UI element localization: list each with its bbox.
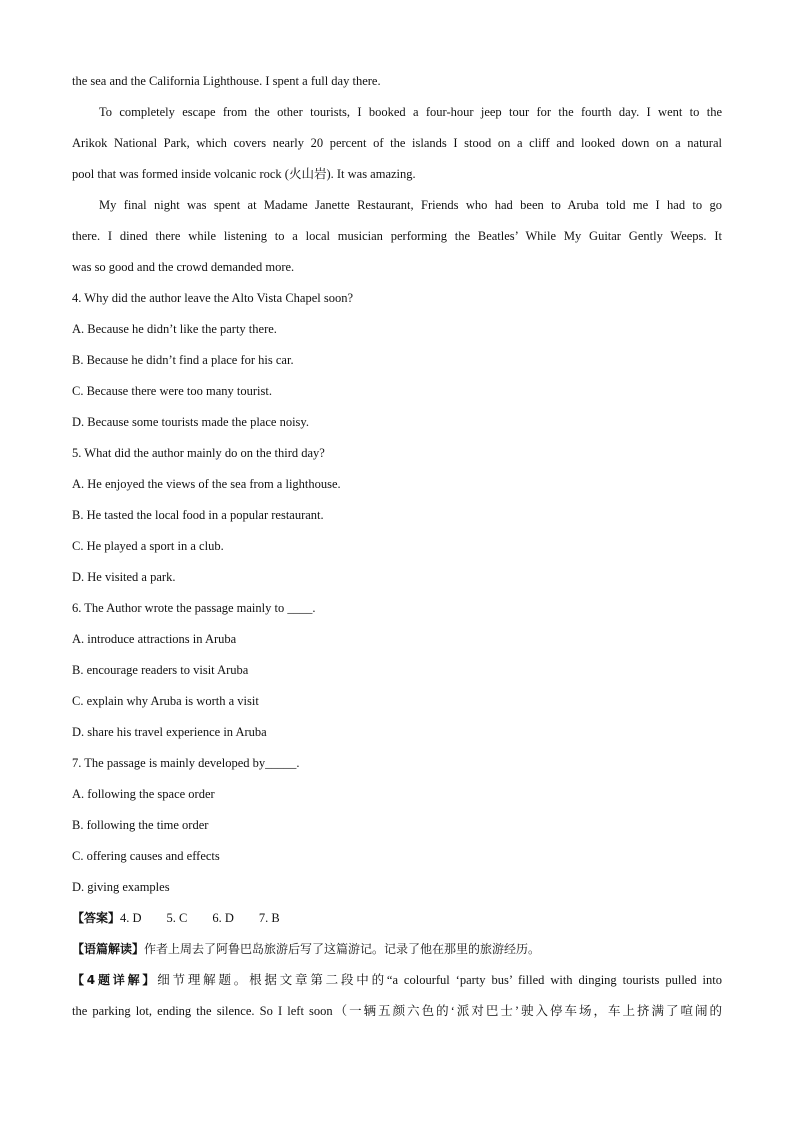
document-page bbox=[72, 66, 722, 1027]
question-5-option-a: A. He enjoyed the views of the sea from a lighthouse. bbox=[72, 477, 341, 491]
detail-4-line-1 bbox=[72, 965, 722, 996]
question-7-option-a: A. following the space order bbox=[72, 787, 215, 801]
answer-tag: 【答案】 bbox=[72, 911, 121, 925]
question-6-option-d: D. share his travel experience in Aruba bbox=[72, 725, 267, 739]
passage-line-5: My final night was spent at Madame Janette Restaurant, Friends who had been to Aruba told me I had to go bbox=[99, 198, 722, 212]
detail-4-line-2: the parking lot, ending the silence. So I left soon（一辆五颜六色的‘派对巴士’驶入停车场，车上挤满了喧闹的 bbox=[72, 1004, 722, 1018]
passage-line-7: was so good and the crowd demanded more. bbox=[72, 260, 295, 274]
question-4-option-a: A. Because he didn’t like the party there. bbox=[72, 322, 277, 336]
passage-line-1: the sea and the California Lighthouse. I spent a full day there. bbox=[72, 74, 381, 88]
detail-4-tag: 【4题详解】 bbox=[72, 973, 158, 987]
passage-line-2: To completely escape from the other tourists, I booked a four-hour jeep tour for the fourth day. I went to the bbox=[99, 105, 722, 119]
question-5-option-b: B. He tasted the local food in a popular restaurant. bbox=[72, 508, 324, 522]
question-6-option-b: B. encourage readers to visit Aruba bbox=[72, 663, 249, 677]
question-6-option-a: A. introduce attractions in Aruba bbox=[72, 632, 237, 646]
question-7-option-d: D. giving examples bbox=[72, 880, 170, 894]
question-7-stem: 7. The passage is mainly developed by_____. bbox=[72, 756, 300, 770]
question-4-option-b: B. Because he didn’t find a place for his car. bbox=[72, 353, 294, 367]
passage-line-3: Arikok National Park, which covers nearly 20 percent of the islands I stood on a cliff and looked down on a natural bbox=[72, 136, 722, 150]
question-6-option-c: C. explain why Aruba is worth a visit bbox=[72, 694, 259, 708]
question-7-option-c: C. offering causes and effects bbox=[72, 849, 220, 863]
answer-line bbox=[72, 903, 722, 934]
answer-text: 4. D 5. C 6. D 7. B bbox=[120, 911, 280, 925]
question-6-stem: 6. The Author wrote the passage mainly to ____. bbox=[72, 601, 316, 615]
question-4-stem: 4. Why did the author leave the Alto Vista Chapel soon? bbox=[72, 291, 354, 305]
detail-4-text-1: 细节理解题。根据文章第二段中的“a colourful ‘party bus’ filled with dinging tourists pulled into bbox=[157, 973, 722, 987]
passage-line-4: pool that was formed inside volcanic rock (火山岩). It was amazing. bbox=[72, 167, 416, 181]
passage-line-6: there. I dined there while listening to a local musician performing the Beatles’ While My Guitar Gently Weeps. It bbox=[72, 229, 722, 243]
interpretation-text: 作者上周去了阿鲁巴岛旅游后写了这篇游记。记录了他在那里的旅游经历。 bbox=[144, 942, 541, 956]
question-5-option-d: D. He visited a park. bbox=[72, 570, 176, 584]
question-7-option-b: B. following the time order bbox=[72, 818, 209, 832]
question-4-option-c: C. Because there were too many tourist. bbox=[72, 384, 272, 398]
question-4-option-d: D. Because some tourists made the place noisy. bbox=[72, 415, 309, 429]
question-5-stem: 5. What did the author mainly do on the third day? bbox=[72, 446, 325, 460]
interpretation-tag: 【语篇解读】 bbox=[72, 942, 145, 956]
interpretation-line bbox=[72, 934, 722, 965]
question-5-option-c: C. He played a sport in a club. bbox=[72, 539, 224, 553]
